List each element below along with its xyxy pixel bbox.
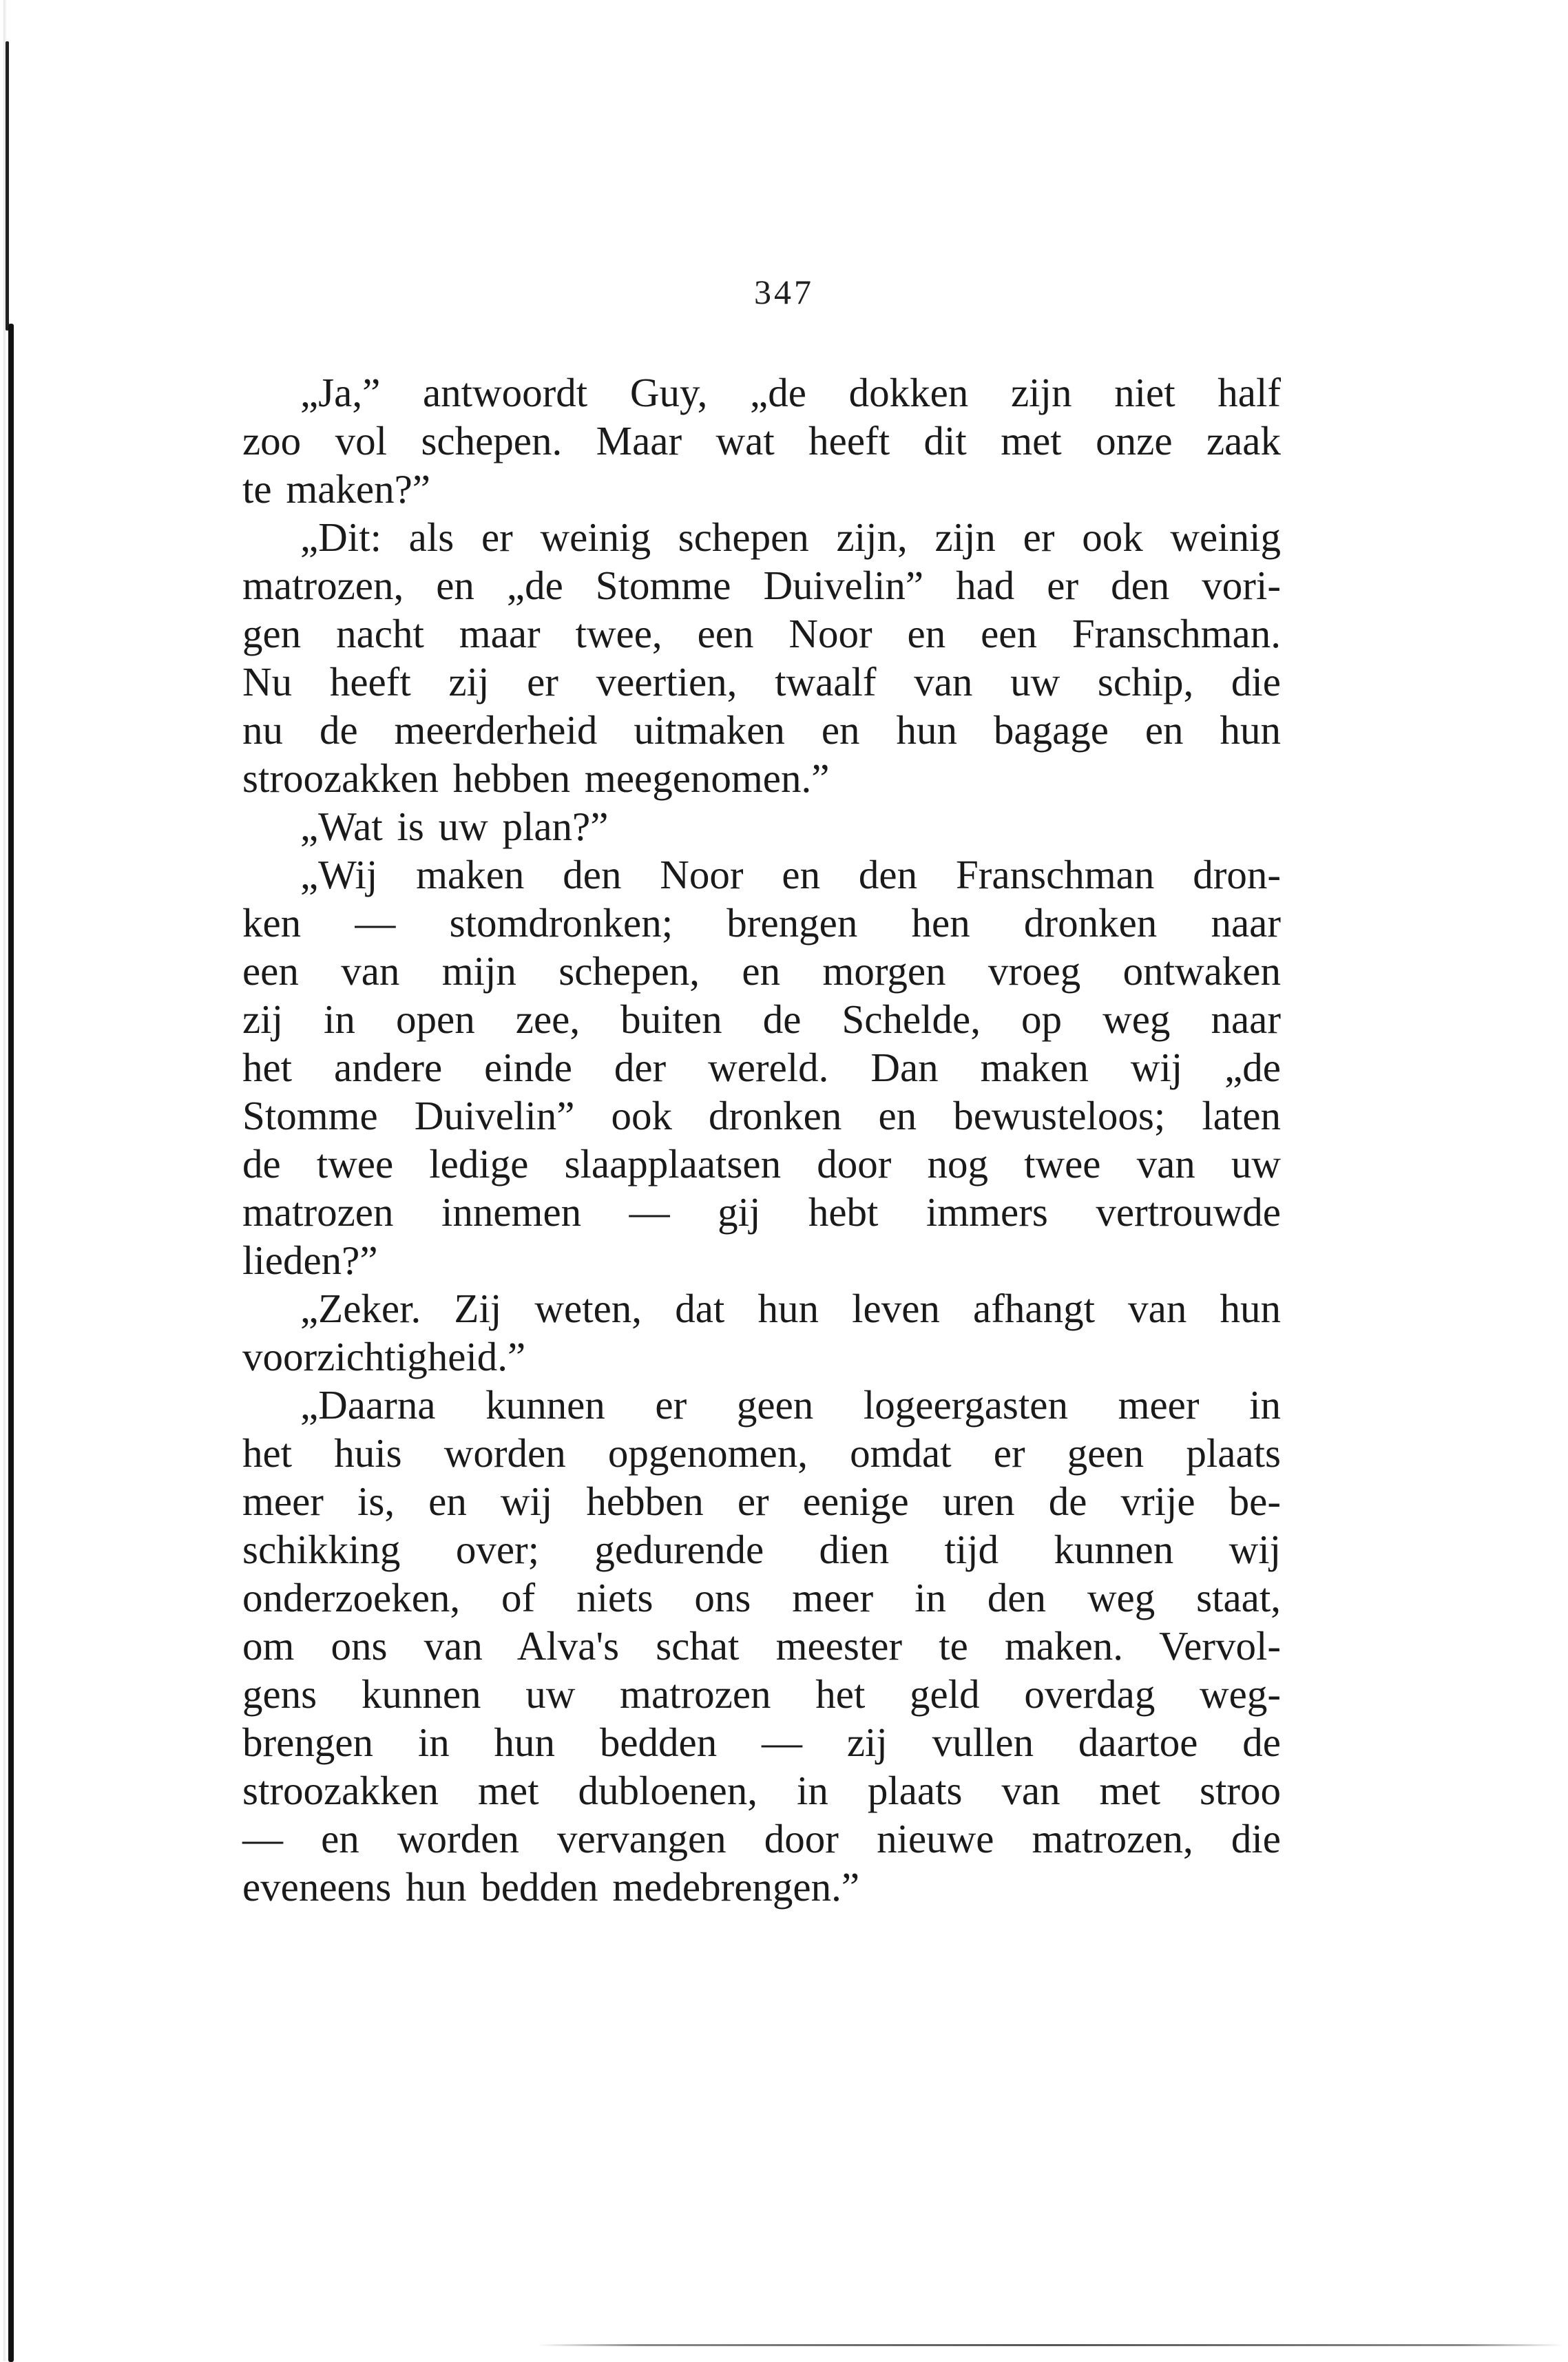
text-line: „Daarna kunnen er geen logeergasten meer in: [300, 1382, 1281, 1428]
text-line: eveneens hun bedden medebrengen.”: [242, 1864, 860, 1910]
text-line: brengen in hun bedden — zij vullen daartoe de: [242, 1720, 1281, 1765]
binding-shadow: [8, 324, 14, 2362]
text-line: gens kunnen uw matrozen het geld overdag weg-: [242, 1671, 1281, 1717]
text-line: lieden?”: [242, 1237, 378, 1283]
text-line: om ons van Alva's schat meester te maken. Vervol-: [242, 1623, 1281, 1669]
text-line: matrozen, en „de Stomme Duivelin” had er den vori-: [242, 563, 1281, 608]
text-line: „Dit: als er weinig schepen zijn, zijn er ook weinig: [300, 514, 1281, 560]
text-line: een van mijn schepen, en morgen vroeg ontwaken: [242, 948, 1281, 994]
text-line: de twee ledige slaapplaatsen door nog twee van uw: [242, 1141, 1281, 1187]
page-number: 347: [754, 273, 814, 311]
text-line: voorzichtigheid.”: [242, 1334, 526, 1379]
text-line: stroozakken met dubloenen, in plaats van met stroo: [242, 1768, 1281, 1813]
text-line: „Zeker. Zij weten, dat hun leven afhangt van hun: [300, 1286, 1281, 1331]
text-line: te maken?”: [242, 466, 430, 512]
text-line: „Ja,” antwoordt Guy, „de dokken zijn niet half: [300, 370, 1281, 415]
text-line: — en worden vervangen door nieuwe matrozen, die: [242, 1816, 1281, 1861]
text-line: Nu heeft zij er veertien, twaalf van uw schip, die: [242, 659, 1281, 704]
bottom-scan-edge: [537, 2344, 1563, 2346]
text-line: „Wat is uw plan?”: [300, 804, 609, 849]
text-line: zoo vol schepen. Maar wat heeft dit met onze zaak: [242, 418, 1281, 463]
text-line: matrozen innemen — gij hebt immers vertrouwde: [242, 1189, 1281, 1235]
text-line: stroozakken hebben meegenomen.”: [242, 755, 830, 801]
text-line: onderzoeken, of niets ons meer in den weg staat,: [242, 1575, 1281, 1620]
text-line: Stomme Duivelin” ook dronken en bewusteloos; laten: [242, 1093, 1281, 1138]
body-text: [242, 368, 1281, 1911]
text-line: „Wij maken den Noor en den Franschman dron-: [300, 852, 1281, 897]
text-line: zij in open zee, buiten de Schelde, op weg naar: [242, 996, 1281, 1042]
text-line: meer is, en wij hebben er eenige uren de vrije be-: [242, 1478, 1281, 1524]
text-line: gen nacht maar twee, een Noor en een Franschman.: [242, 611, 1281, 656]
text-line: schikking over; gedurende dien tijd kunnen wij: [242, 1527, 1281, 1572]
text-line: het andere einde der wereld. Dan maken wij „de: [242, 1045, 1281, 1090]
text-line: nu de meerderheid uitmaken en hun bagage en hun: [242, 707, 1281, 753]
text-line: ken — stomdronken; brengen hen dronken naar: [242, 900, 1281, 945]
text-line: het huis worden opgenomen, omdat er geen plaats: [242, 1430, 1281, 1476]
